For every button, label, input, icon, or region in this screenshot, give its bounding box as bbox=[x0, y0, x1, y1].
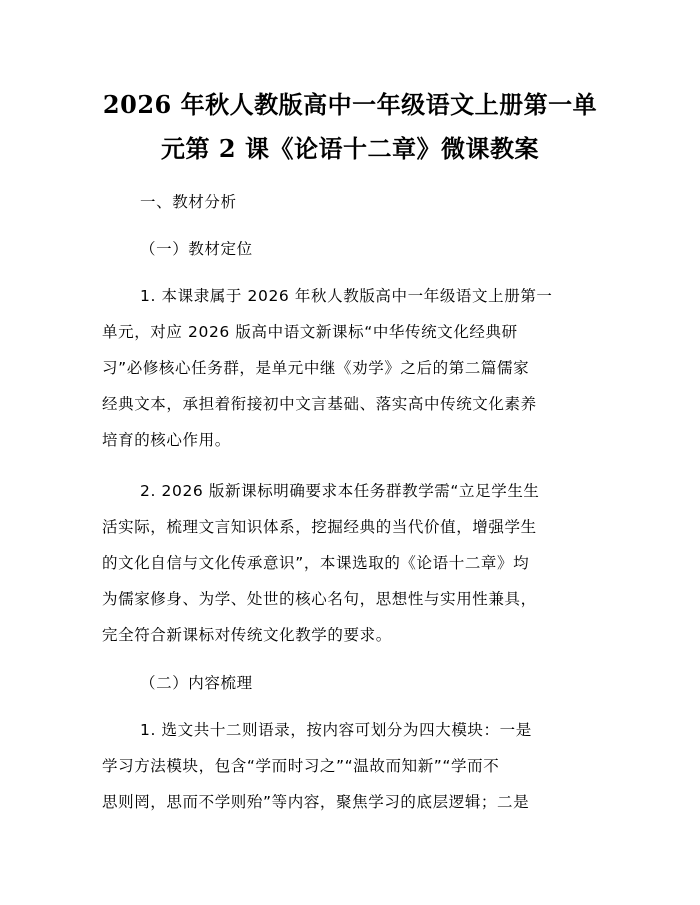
paragraph-1-line-5: 培育的核心作用。 bbox=[102, 431, 231, 449]
paragraph-1-line-2: 单元，对应 2026 版高中语文新课标“中华传统文化经典研 bbox=[102, 323, 518, 341]
paragraph-2-line-2: 活实际，梳理文言知识体系，挖掘经典的当代价值，增强学生 bbox=[102, 518, 537, 536]
document-title-line-1: 2026 年秋人教版高中一年级语文上册第一单 bbox=[102, 90, 598, 119]
paragraph-1-line-4: 经典文本，承担着衔接初中文言基础、落实高中传统文化素养 bbox=[102, 395, 537, 413]
paragraph-2-line-3: 的文化自信与文化传承意识”，本课选取的《论语十二章》均 bbox=[102, 554, 530, 572]
subsection-heading-content: （二）内容梳理 bbox=[140, 674, 253, 692]
paragraph-3-line-3: 思则罔，思而不学则殆”等内容，聚焦学习的底层逻辑；二是 bbox=[102, 793, 530, 811]
paragraph-3-line-2: 学习方法模块，包含“学而时习之”“温故而知新”“学而不 bbox=[102, 757, 500, 775]
paragraph-2-line-1: 2. 2026 版新课标明确要求本任务群教学需“立足学生生 bbox=[140, 482, 540, 500]
section-heading-textbook-analysis: 一、教材分析 bbox=[140, 193, 237, 211]
paragraph-2-line-4: 为儒家修身、为学、处世的核心名句，思想性与实用性兼具， bbox=[102, 590, 537, 608]
document-title-line-2: 元第 2 课《论语十二章》微课教案 bbox=[161, 134, 539, 163]
subsection-heading-positioning: （一）教材定位 bbox=[140, 240, 253, 258]
paragraph-1-line-1: 1. 本课隶属于 2026 年秋人教版高中一年级语文上册第一 bbox=[140, 287, 553, 305]
paragraph-2-line-5: 完全符合新课标对传统文化教学的要求。 bbox=[102, 626, 392, 644]
paragraph-3-line-1: 1. 选文共十二则语录，按内容可划分为四大模块：一是 bbox=[140, 721, 532, 739]
paragraph-1-line-3: 习”必修核心任务群，是单元中继《劝学》之后的第二篇儒家 bbox=[102, 359, 530, 377]
